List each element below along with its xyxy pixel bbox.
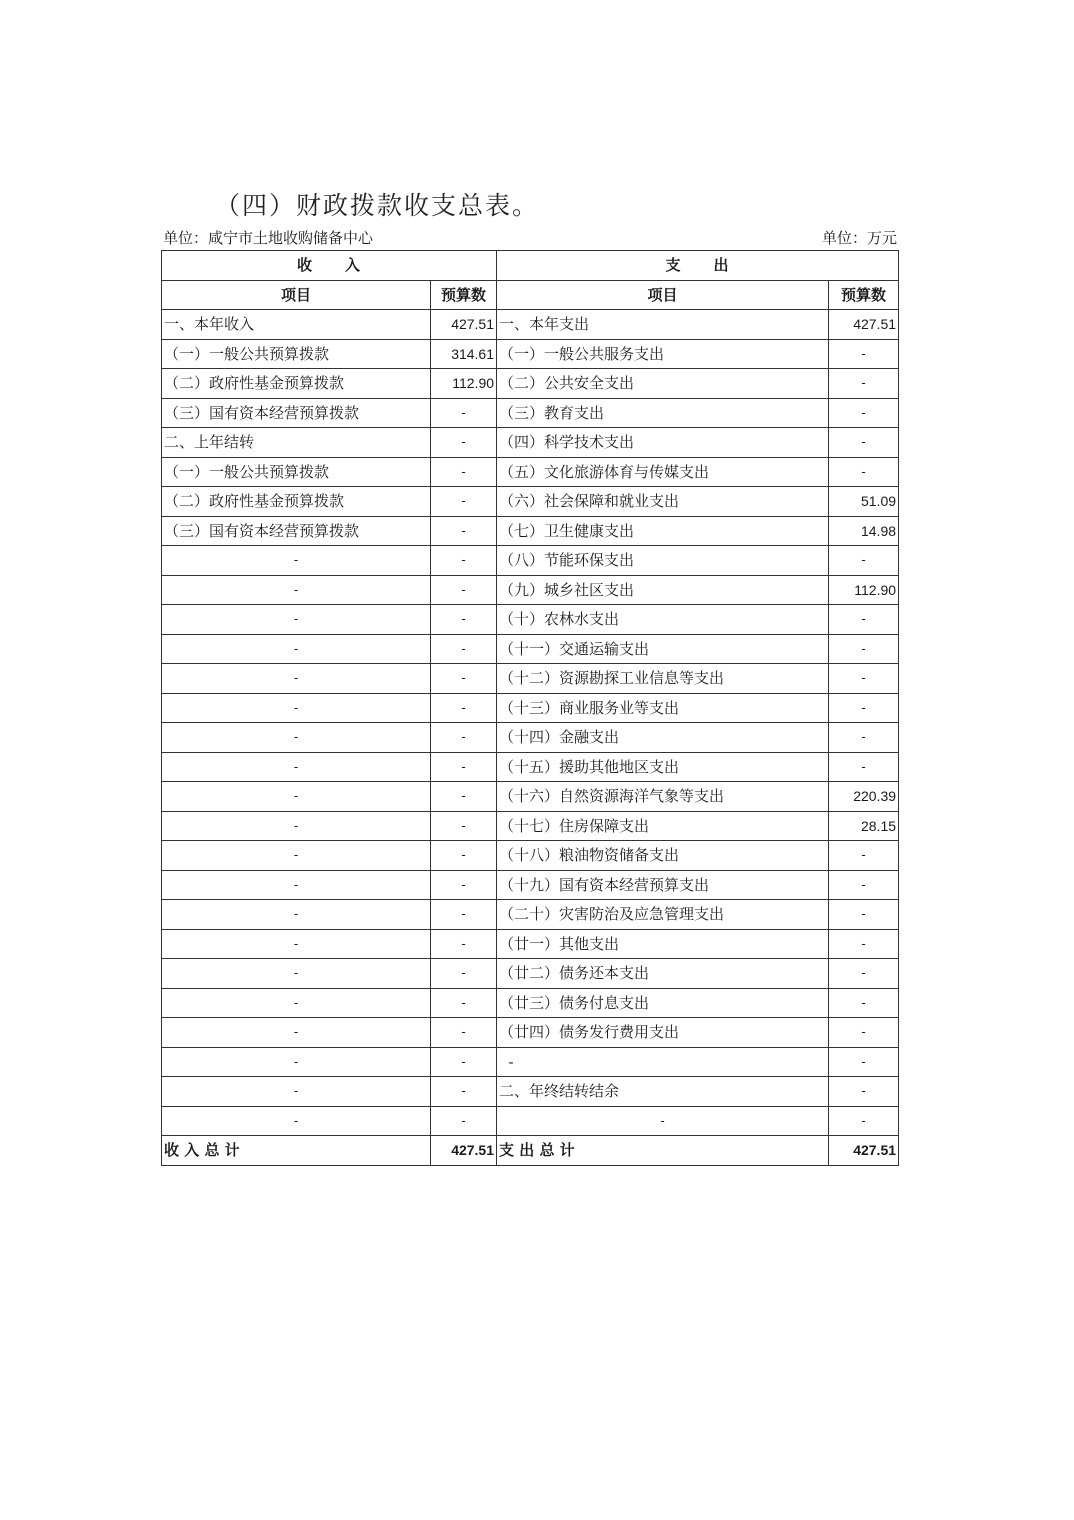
expense-value-cell: - <box>829 428 899 458</box>
budget-table <box>161 250 899 1166</box>
expense-value-cell: - <box>829 870 899 900</box>
expense-item-cell: （十二）资源勘探工业信息等支出 <box>497 664 829 694</box>
expense-item-cell: （十七）住房保障支出 <box>497 811 829 841</box>
income-value-cell: 112.90 <box>431 369 497 399</box>
unit-organization: 单位：咸宁市土地收购储备中心 <box>163 229 374 247</box>
income-value-cell: 427.51 <box>431 310 497 340</box>
income-value-cell: - <box>431 1018 497 1048</box>
expense-value-cell: - <box>829 723 899 753</box>
unit-currency: 单位：万元 <box>821 229 897 247</box>
expense-value-cell: 427.51 <box>829 310 899 340</box>
income-value-cell: 314.61 <box>431 339 497 369</box>
table-group-header-row <box>162 251 899 281</box>
income-item-cell: - <box>162 752 431 782</box>
income-item-cell: - <box>162 723 431 753</box>
totals-row <box>162 1136 899 1166</box>
table-row <box>162 929 899 959</box>
income-value-cell: - <box>431 900 497 930</box>
income-total-label: 收 入 总 计 <box>162 1136 431 1166</box>
income-value-cell: - <box>431 929 497 959</box>
income-value-cell: - <box>431 988 497 1018</box>
table-row <box>162 664 899 694</box>
expense-item-column-header: 项目 <box>497 280 829 310</box>
table-row <box>162 605 899 635</box>
expense-value-cell: 112.90 <box>829 575 899 605</box>
expense-item-cell: （十）农林水支出 <box>497 605 829 635</box>
income-item-cell: - <box>162 841 431 871</box>
expense-item-cell: （十一）交通运输支出 <box>497 634 829 664</box>
expense-value-cell: - <box>829 693 899 723</box>
table-row <box>162 1047 899 1077</box>
income-value-cell: - <box>431 546 497 576</box>
income-value-cell: - <box>431 1077 497 1107</box>
income-value-cell: - <box>431 487 497 517</box>
table-row <box>162 516 899 546</box>
income-item-cell: - <box>162 782 431 812</box>
expense-item-cell: （廿四）债务发行费用支出 <box>497 1018 829 1048</box>
table-row <box>162 1077 899 1107</box>
expense-value-cell: - <box>829 398 899 428</box>
income-group-header: 收 入 <box>162 251 497 281</box>
income-item-cell: （三）国有资本经营预算拨款 <box>162 516 431 546</box>
expense-value-cell: - <box>829 988 899 1018</box>
expense-value-cell: - <box>829 752 899 782</box>
expense-value-cell: - <box>829 841 899 871</box>
expense-value-cell: 51.09 <box>829 487 899 517</box>
income-item-cell: - <box>162 605 431 635</box>
expense-total-label: 支 出 总 计 <box>497 1136 829 1166</box>
table-row <box>162 723 899 753</box>
table-row <box>162 841 899 871</box>
expense-value-cell: - <box>829 605 899 635</box>
income-value-cell: - <box>431 664 497 694</box>
expense-value-cell: - <box>829 546 899 576</box>
expense-item-cell: （五）文化旅游体育与传媒支出 <box>497 457 829 487</box>
table-row <box>162 752 899 782</box>
table-row <box>162 1018 899 1048</box>
expense-value-cell: - <box>829 900 899 930</box>
income-value-cell: - <box>431 398 497 428</box>
income-item-cell: （一）一般公共预算拨款 <box>162 339 431 369</box>
expense-item-cell: （三）教育支出 <box>497 398 829 428</box>
table-row <box>162 546 899 576</box>
income-budget-column-header: 预算数 <box>431 280 497 310</box>
expense-value-cell: - <box>829 634 899 664</box>
table-row <box>162 575 899 605</box>
income-item-cell: （二）政府性基金预算拨款 <box>162 487 431 517</box>
income-item-cell: - <box>162 1106 431 1136</box>
expense-item-cell: - <box>497 1106 829 1136</box>
table-row <box>162 398 899 428</box>
table-row <box>162 634 899 664</box>
table-row <box>162 870 899 900</box>
expense-group-header: 支 出 <box>497 251 899 281</box>
table-body <box>162 310 899 1136</box>
expense-item-cell: （廿二）债务还本支出 <box>497 959 829 989</box>
expense-item-cell: （二）公共安全支出 <box>497 369 829 399</box>
income-item-cell: - <box>162 811 431 841</box>
expense-item-cell: （十三）商业服务业等支出 <box>497 693 829 723</box>
income-item-cell: - <box>162 870 431 900</box>
expense-item-cell: （六）社会保障和就业支出 <box>497 487 829 517</box>
income-value-cell: - <box>431 516 497 546</box>
income-item-cell: - <box>162 1077 431 1107</box>
expense-item-cell: （廿一）其他支出 <box>497 929 829 959</box>
expense-item-cell: （十六）自然资源海洋气象等支出 <box>497 782 829 812</box>
income-value-cell: - <box>431 782 497 812</box>
income-item-cell: （三）国有资本经营预算拨款 <box>162 398 431 428</box>
table-row <box>162 900 899 930</box>
table-row <box>162 1106 899 1136</box>
income-value-cell: - <box>431 752 497 782</box>
income-value-cell: - <box>431 693 497 723</box>
income-value-cell: - <box>431 1106 497 1136</box>
income-value-cell: - <box>431 811 497 841</box>
income-value-cell: - <box>431 634 497 664</box>
income-value-cell: - <box>431 457 497 487</box>
expense-value-cell: - <box>829 959 899 989</box>
table-row <box>162 988 899 1018</box>
income-value-cell: - <box>431 575 497 605</box>
expense-item-cell: - <box>497 1047 829 1077</box>
expense-item-cell: 一、本年支出 <box>497 310 829 340</box>
expense-item-cell: （十九）国有资本经营预算支出 <box>497 870 829 900</box>
income-item-cell: - <box>162 1047 431 1077</box>
expense-item-cell: （十四）金融支出 <box>497 723 829 753</box>
table-row <box>162 339 899 369</box>
table-row <box>162 959 899 989</box>
income-item-cell: 二、上年结转 <box>162 428 431 458</box>
expense-item-cell: （十八）粮油物资储备支出 <box>497 841 829 871</box>
expense-value-cell: - <box>829 1018 899 1048</box>
income-value-cell: - <box>431 870 497 900</box>
page-title: （四）财政拨款收支总表。 <box>215 191 540 220</box>
expense-value-cell: 220.39 <box>829 782 899 812</box>
expense-value-cell: - <box>829 339 899 369</box>
expense-item-cell: （二十）灾害防治及应急管理支出 <box>497 900 829 930</box>
expense-item-cell: （十五）援助其他地区支出 <box>497 752 829 782</box>
income-item-cell: - <box>162 900 431 930</box>
table-row <box>162 310 899 340</box>
income-item-cell: - <box>162 575 431 605</box>
income-item-cell: - <box>162 988 431 1018</box>
expense-value-cell: - <box>829 457 899 487</box>
income-item-cell: - <box>162 959 431 989</box>
income-item-column-header: 项目 <box>162 280 431 310</box>
income-value-cell: - <box>431 959 497 989</box>
income-value-cell: - <box>431 605 497 635</box>
expense-item-cell: （廿三）债务付息支出 <box>497 988 829 1018</box>
income-item-cell: （一）一般公共预算拨款 <box>162 457 431 487</box>
income-value-cell: - <box>431 723 497 753</box>
expense-value-cell: - <box>829 664 899 694</box>
table-row <box>162 457 899 487</box>
expense-item-cell: （一）一般公共服务支出 <box>497 339 829 369</box>
income-item-cell: （二）政府性基金预算拨款 <box>162 369 431 399</box>
expense-value-cell: 14.98 <box>829 516 899 546</box>
expense-budget-column-header: 预算数 <box>829 280 899 310</box>
table-row <box>162 782 899 812</box>
expense-total-value: 427.51 <box>829 1136 899 1166</box>
income-item-cell: - <box>162 546 431 576</box>
table-column-header-row <box>162 280 899 310</box>
table-row <box>162 693 899 723</box>
table-row <box>162 369 899 399</box>
expense-value-cell: - <box>829 929 899 959</box>
income-item-cell: - <box>162 664 431 694</box>
income-item-cell: 一、本年收入 <box>162 310 431 340</box>
table-row <box>162 487 899 517</box>
expense-item-cell: （九）城乡社区支出 <box>497 575 829 605</box>
expense-value-cell: - <box>829 369 899 399</box>
expense-value-cell: - <box>829 1077 899 1107</box>
expense-value-cell: 28.15 <box>829 811 899 841</box>
expense-item-cell: （八）节能环保支出 <box>497 546 829 576</box>
income-value-cell: - <box>431 1047 497 1077</box>
income-item-cell: - <box>162 1018 431 1048</box>
income-item-cell: - <box>162 634 431 664</box>
income-value-cell: - <box>431 428 497 458</box>
expense-value-cell: - <box>829 1047 899 1077</box>
income-total-value: 427.51 <box>431 1136 497 1166</box>
expense-item-cell: （七）卫生健康支出 <box>497 516 829 546</box>
income-value-cell: - <box>431 841 497 871</box>
table-row <box>162 811 899 841</box>
expense-item-cell: 二、年终结转结余 <box>497 1077 829 1107</box>
table-row <box>162 428 899 458</box>
income-item-cell: - <box>162 929 431 959</box>
income-item-cell: - <box>162 693 431 723</box>
expense-value-cell: - <box>829 1106 899 1136</box>
expense-item-cell: （四）科学技术支出 <box>497 428 829 458</box>
